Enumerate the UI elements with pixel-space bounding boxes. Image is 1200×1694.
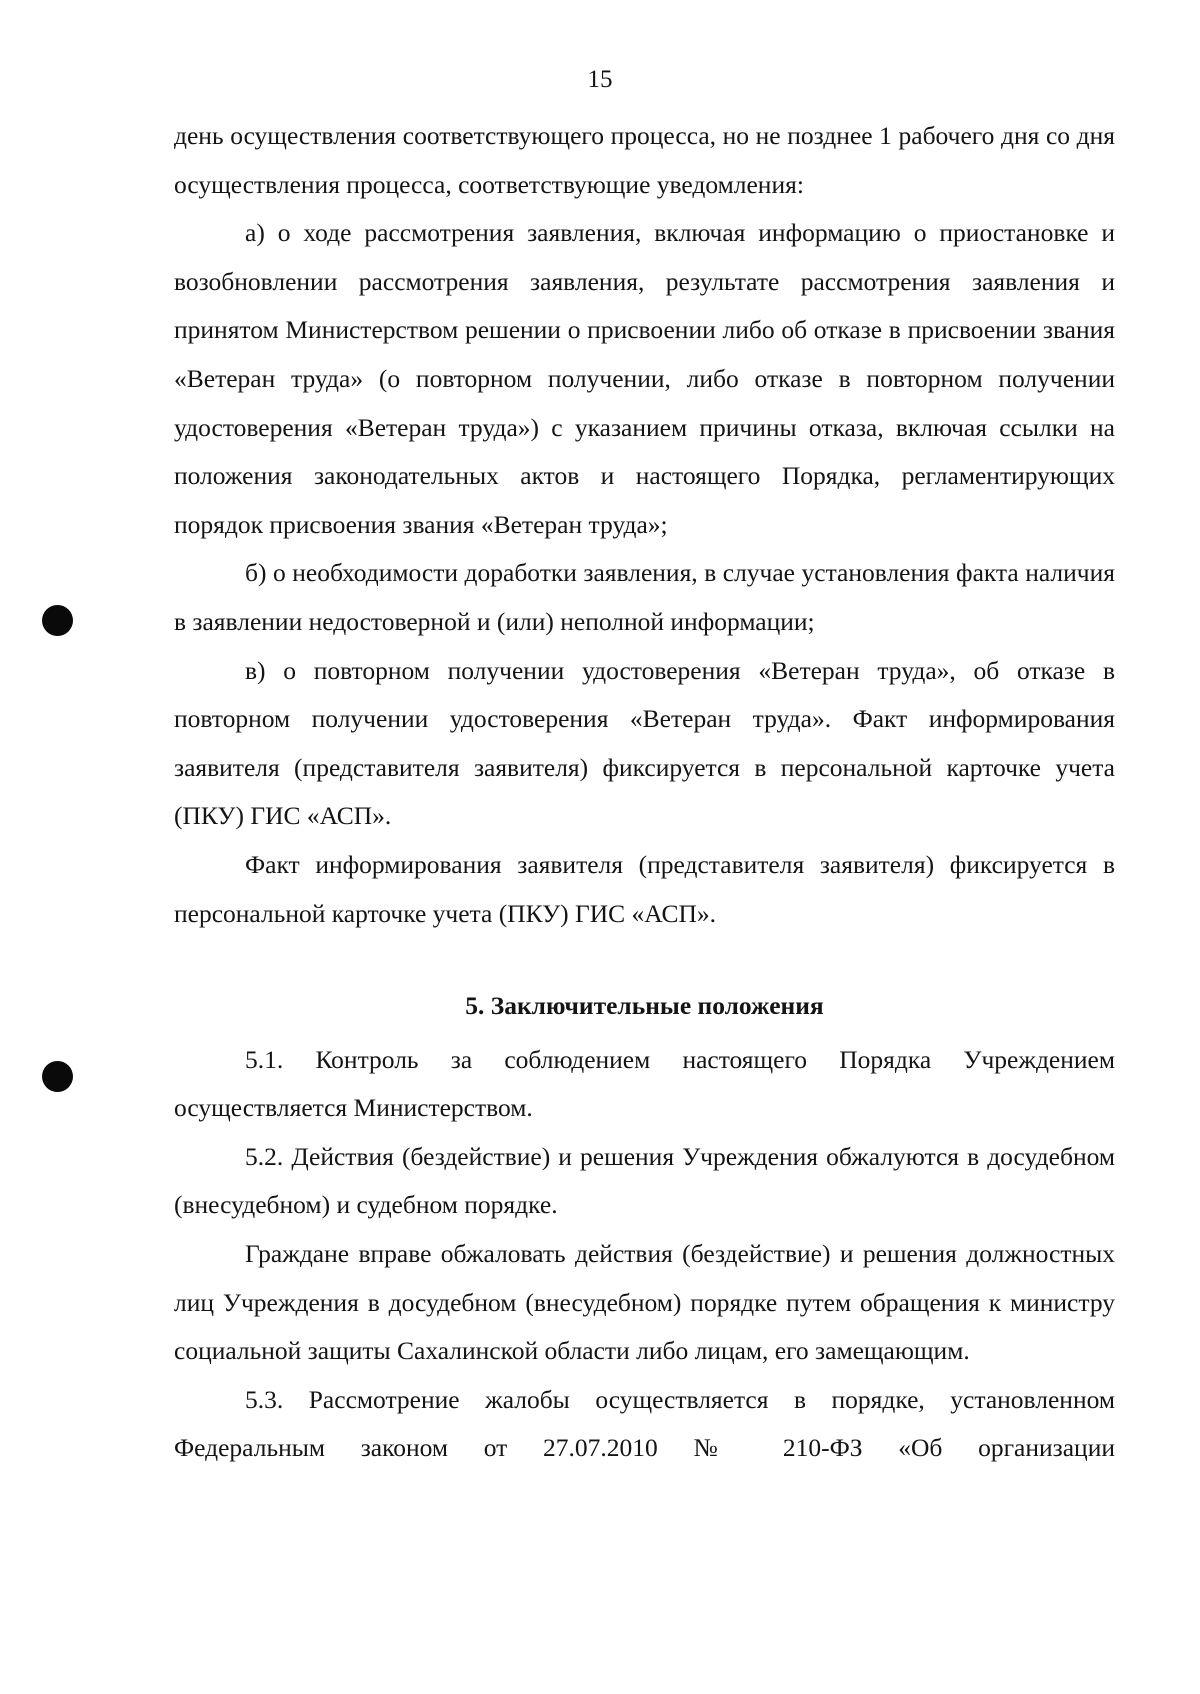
paragraph-5-2: 5.2. Действия (бездействие) и решения Учреждения обжалуются в досудебном (внесудебном) и судебном порядке. <box>174 1141 1115 1220</box>
paragraph: день осуществления соответствующего процесса, но не позднее 1 рабочего дня со дня осуществления процесса, соответствующие уведомления: <box>174 121 1115 199</box>
paragraph-list-item-b: б) о необходимости доработки заявления, в случае установления факта наличия в заявлении недостоверной и (или) неполной информации; <box>174 558 1115 636</box>
paragraph-5-1: 5.1. Контроль за соблюдением настоящего Порядка Учреждением осуществляется Министерством. <box>174 1044 1115 1123</box>
section-heading: 5. Заключительные положения <box>465 991 824 1021</box>
paragraph: Факт информирования заявителя (представителя заявителя) фиксируется в персональной карточке учета (ПКУ) ГИС «АСП». <box>174 849 1115 928</box>
punch-hole-mark <box>42 605 73 636</box>
punch-hole-mark <box>42 1061 73 1092</box>
paragraph: Граждане вправе обжаловать действия (бездействие) и решения должностных лиц Учреждения в досудебном (внесудебном) порядке путем обращения к министру социальной защиты Сахалинской области либо лицам, его замещающим. <box>174 1239 1115 1366</box>
paragraph-list-item-v: в) о повторном получении удостоверения «Ветеран труда», об отказе в повторном получении удостоверения «Ветеран труда». Факт информирования заявителя (представителя заявителя) фиксируется в персональной карточке учета (ПКУ) ГИС «АСП». <box>174 655 1115 831</box>
paragraph-list-item-a: а) о ходе рассмотрения заявления, включая информацию о приостановке и возобновлении рассмотрения заявления, результате рассмотрения заявления и принятом Министерством решении о присвоении либо об отказе в присвоении звания «Ветеран труда» (о повторном получении, либо отказе в повторном получении удостоверения «Ветеран труда») с указанием причины отказа, включая ссылки на положения законодательных актов и настоящего Порядка, регламентирующих порядок присвоения звания «Ветеран труда»; <box>174 218 1115 539</box>
paragraph-5-3: 5.3. Рассмотрение жалобы осуществляется в порядке, установленном Федеральным законом от 27.07.2010 № 210-ФЗ «Об организации <box>174 1384 1115 1463</box>
page-number: 15 <box>587 66 613 93</box>
document-body <box>174 112 1115 1473</box>
